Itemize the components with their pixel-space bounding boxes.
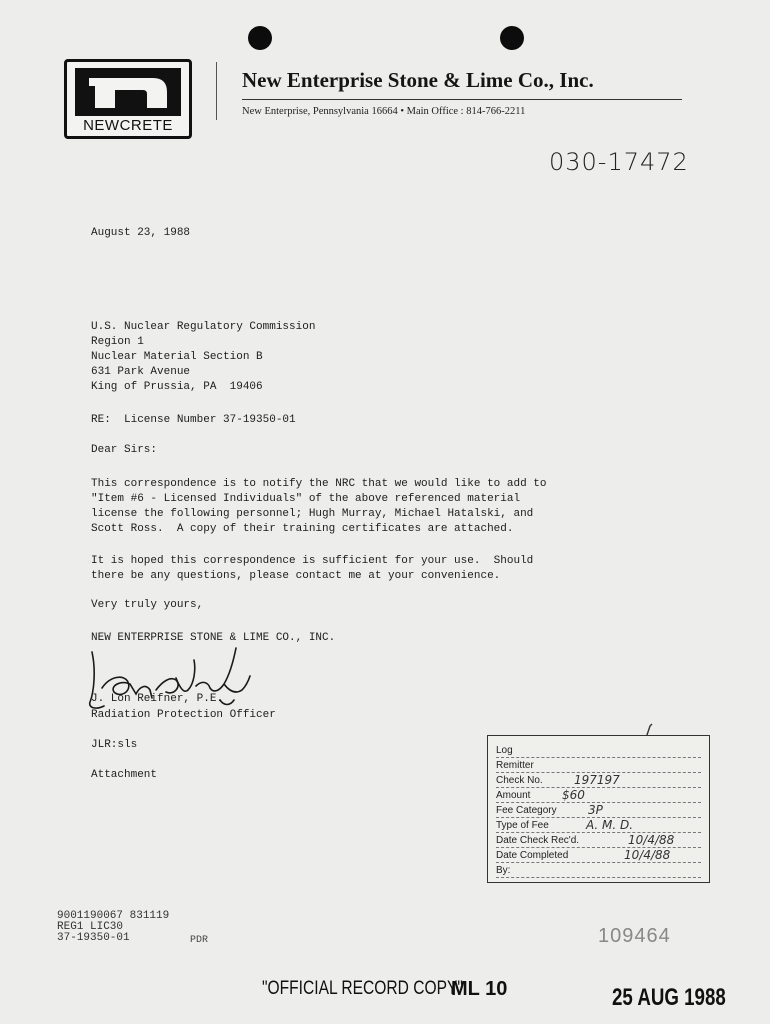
stamp-value: 10/4/88 [628, 833, 675, 847]
document-number: 109464 [598, 925, 671, 947]
stamp-value: A. M. D. [586, 818, 634, 832]
stamp-row [496, 772, 701, 788]
handwritten-reference-number: 030-17472 [549, 148, 689, 176]
newcrete-logo-mark [75, 68, 181, 116]
stamp-label: Amount [496, 790, 531, 801]
index-code: 9001190067 831119 REG1 LIC30 37-19350-01 [57, 910, 170, 944]
recipient-line: King of Prussia, PA 19406 [91, 381, 263, 393]
letter-date: August 23, 1988 [91, 227, 191, 239]
stamp-row [496, 862, 701, 878]
stamp-row [496, 802, 701, 818]
fee-log-stamp [487, 735, 710, 883]
stamp-value: $60 [562, 788, 585, 802]
recipient-line: 631 Park Avenue [91, 366, 191, 378]
ml-stamp: ML 10 [451, 978, 508, 1000]
signer-company: NEW ENTERPRISE STONE & LIME CO., INC. [91, 632, 336, 644]
stamp-label: Log [496, 745, 513, 756]
subject-line: RE: License Number 37-19350-01 [91, 414, 296, 426]
stamp-label: Type of Fee [496, 820, 549, 831]
pdr-code: PDR [190, 935, 209, 946]
body-paragraph-2: It is hoped this correspondence is sufficient for your use. Should there be any questions, please contact me at your convenience. [91, 555, 534, 582]
company-logo [64, 59, 192, 139]
stamp-value: 3P [588, 803, 603, 817]
stamp-label: Date Completed [496, 850, 569, 861]
stamp-row [496, 832, 701, 848]
stamp-row [496, 757, 701, 773]
letterhead-divider [216, 62, 217, 120]
stamp-label: Check No. [496, 775, 543, 786]
company-address: New Enterprise, Pennsylvania 16664 • Main Office : 814-766-2211 [242, 106, 526, 117]
signer-name: J. Lon Reifner, P.E. [91, 693, 224, 705]
stamp-row [496, 742, 701, 758]
received-date-stamp: 25 AUG 1988 [612, 984, 726, 1011]
stamp-label: Date Check Rec'd. [496, 835, 580, 846]
stamp-label: Fee Category [496, 805, 557, 816]
official-record-copy-stamp: "OFFICIAL RECORD COPY" [262, 978, 463, 999]
punch-hole-right [500, 26, 524, 50]
stamp-label: By: [496, 865, 511, 876]
attachment-note: Attachment [91, 769, 158, 781]
punch-hole-left [248, 26, 272, 50]
recipient-line: Region 1 [91, 336, 144, 348]
stamp-row [496, 847, 701, 863]
logo-wordmark: NEWCRETE [83, 117, 173, 134]
stamp-value: 10/4/88 [624, 848, 671, 862]
closing: Very truly yours, [91, 599, 204, 611]
typist-initials: JLR:sls [91, 739, 138, 751]
recipient-line: Nuclear Material Section B [91, 351, 263, 363]
recipient-line: U.S. Nuclear Regulatory Commission [91, 321, 316, 333]
stamp-row [496, 787, 701, 803]
stamp-label: Remitter [496, 760, 534, 771]
stamp-row [496, 817, 701, 833]
stamp-value: 197197 [574, 773, 620, 787]
company-name: New Enterprise Stone & Lime Co., Inc. [242, 68, 594, 92]
letterhead-rule [242, 99, 682, 100]
salutation: Dear Sirs: [91, 444, 158, 456]
body-paragraph-1: This correspondence is to notify the NRC that we would like to add to "Item #6 - Licensed Individuals" of the above referenced material license the following personnel; Hugh Murray, Michael Hatalski, and Scott Ross. A copy of their training certificates are attached. [91, 478, 547, 535]
recipient-address [91, 320, 315, 395]
signer-title: Radiation Protection Officer [91, 709, 276, 721]
